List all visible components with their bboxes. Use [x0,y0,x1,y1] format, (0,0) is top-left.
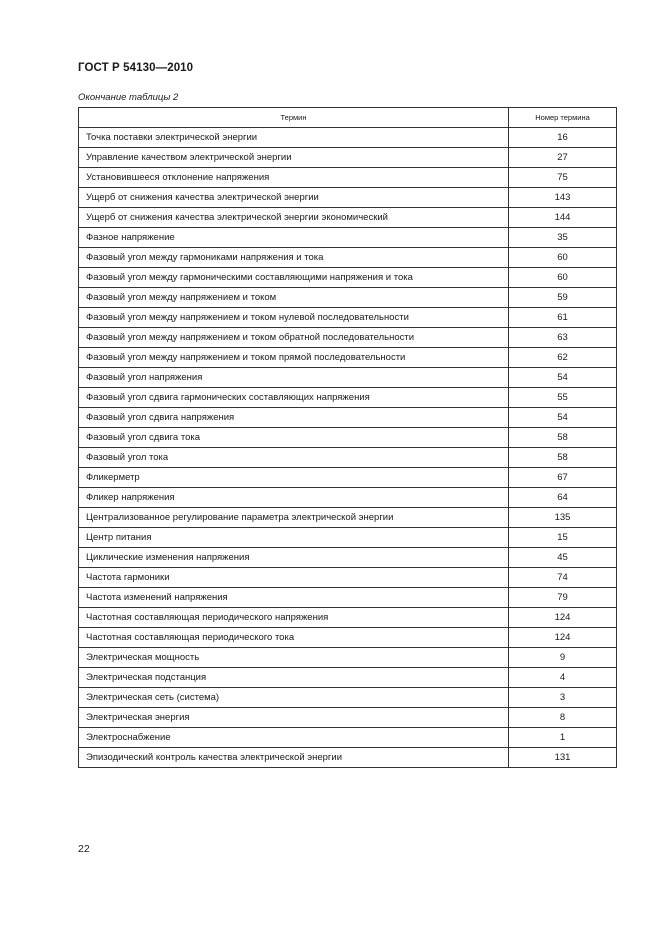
term-cell: Электрическая мощность [79,648,509,668]
table-row [79,208,617,228]
term-cell: Электрическая энергия [79,708,509,728]
table-row [79,628,617,648]
term-number-cell: 55 [509,388,617,408]
term-number-cell: 35 [509,228,617,248]
header-term: Термин [79,108,509,128]
table-row [79,288,617,308]
term-number-cell: 67 [509,468,617,488]
term-number-cell: 3 [509,688,617,708]
page-number: 22 [78,843,90,855]
term-cell: Частота гармоники [79,568,509,588]
term-number-cell: 54 [509,368,617,388]
term-cell: Электрическая сеть (система) [79,688,509,708]
document-code: ГОСТ Р 54130—2010 [78,62,194,74]
table-row [79,668,617,688]
term-number-cell: 60 [509,268,617,288]
term-cell: Централизованное регулирование параметра электрической энергии [79,508,509,528]
term-number-cell: 9 [509,648,617,668]
term-number-cell: 58 [509,428,617,448]
table-row [79,588,617,608]
table-row [79,648,617,668]
table-row [79,388,617,408]
term-cell: Частотная составляющая периодического тока [79,628,509,648]
term-cell: Фазовый угол между напряжением и током прямой последовательности [79,348,509,368]
term-cell: Центр питания [79,528,509,548]
table-row [79,348,617,368]
table-row [79,228,617,248]
term-number-cell: 54 [509,408,617,428]
table-row [79,428,617,448]
term-cell: Точка поставки электрической энергии [79,128,509,148]
term-number-cell: 27 [509,148,617,168]
term-number-cell: 75 [509,168,617,188]
table-row [79,128,617,148]
term-number-cell: 4 [509,668,617,688]
term-number-cell: 58 [509,448,617,468]
table-row [79,708,617,728]
term-cell: Фазовый угол напряжения [79,368,509,388]
term-cell: Электроснабжение [79,728,509,748]
term-cell: Фазовый угол между напряжением и током обратной последовательности [79,328,509,348]
term-number-cell: 60 [509,248,617,268]
table-row [79,488,617,508]
table-row [79,168,617,188]
term-cell: Установившееся отклонение напряжения [79,168,509,188]
table-row [79,188,617,208]
term-cell: Фазовый угол сдвига тока [79,428,509,448]
table-header-row [79,108,617,128]
table-row [79,328,617,348]
term-cell: Фазовый угол сдвига напряжения [79,408,509,428]
table-row [79,548,617,568]
table-row [79,748,617,768]
term-cell: Управление качеством электрической энергии [79,148,509,168]
term-number-cell: 143 [509,188,617,208]
term-number-cell: 8 [509,708,617,728]
term-number-cell: 62 [509,348,617,368]
table-row [79,568,617,588]
term-cell: Фазное напряжение [79,228,509,248]
table-row [79,268,617,288]
term-number-cell: 45 [509,548,617,568]
term-cell: Ущерб от снижения качества электрической энергии [79,188,509,208]
term-number-cell: 61 [509,308,617,328]
table-row [79,728,617,748]
term-number-cell: 63 [509,328,617,348]
term-number-cell: 59 [509,288,617,308]
term-cell: Фазовый угол между гармоническими составляющими напряжения и тока [79,268,509,288]
term-cell: Фазовый угол тока [79,448,509,468]
term-number-cell: 124 [509,608,617,628]
table-row [79,248,617,268]
term-cell: Электрическая подстанция [79,668,509,688]
table-row [79,308,617,328]
table-body [79,128,617,768]
term-cell: Частота изменений напряжения [79,588,509,608]
term-cell: Эпизодический контроль качества электрической энергии [79,748,509,768]
term-cell: Фликер напряжения [79,488,509,508]
terms-index-table [78,107,617,768]
term-number-cell: 64 [509,488,617,508]
table-row [79,368,617,388]
header-term-number: Номер термина [509,108,617,128]
term-number-cell: 79 [509,588,617,608]
term-cell: Частотная составляющая периодического напряжения [79,608,509,628]
term-cell: Фликерметр [79,468,509,488]
table-row [79,608,617,628]
term-number-cell: 15 [509,528,617,548]
term-number-cell: 144 [509,208,617,228]
term-cell: Фазовый угол между напряжением и током [79,288,509,308]
table-row [79,148,617,168]
term-cell: Фазовый угол между напряжением и током нулевой последовательности [79,308,509,328]
term-cell: Ущерб от снижения качества электрической энергии экономический [79,208,509,228]
table-row [79,508,617,528]
term-number-cell: 124 [509,628,617,648]
table-row [79,688,617,708]
table-row [79,408,617,428]
term-number-cell: 135 [509,508,617,528]
table-row [79,468,617,488]
term-number-cell: 1 [509,728,617,748]
term-number-cell: 16 [509,128,617,148]
table-caption: Окончание таблицы 2 [78,92,179,103]
term-cell: Циклические изменения напряжения [79,548,509,568]
term-cell: Фазовый угол между гармониками напряжения и тока [79,248,509,268]
table-row [79,528,617,548]
term-cell: Фазовый угол сдвига гармонических составляющих напряжения [79,388,509,408]
term-number-cell: 74 [509,568,617,588]
table-row [79,448,617,468]
term-number-cell: 131 [509,748,617,768]
